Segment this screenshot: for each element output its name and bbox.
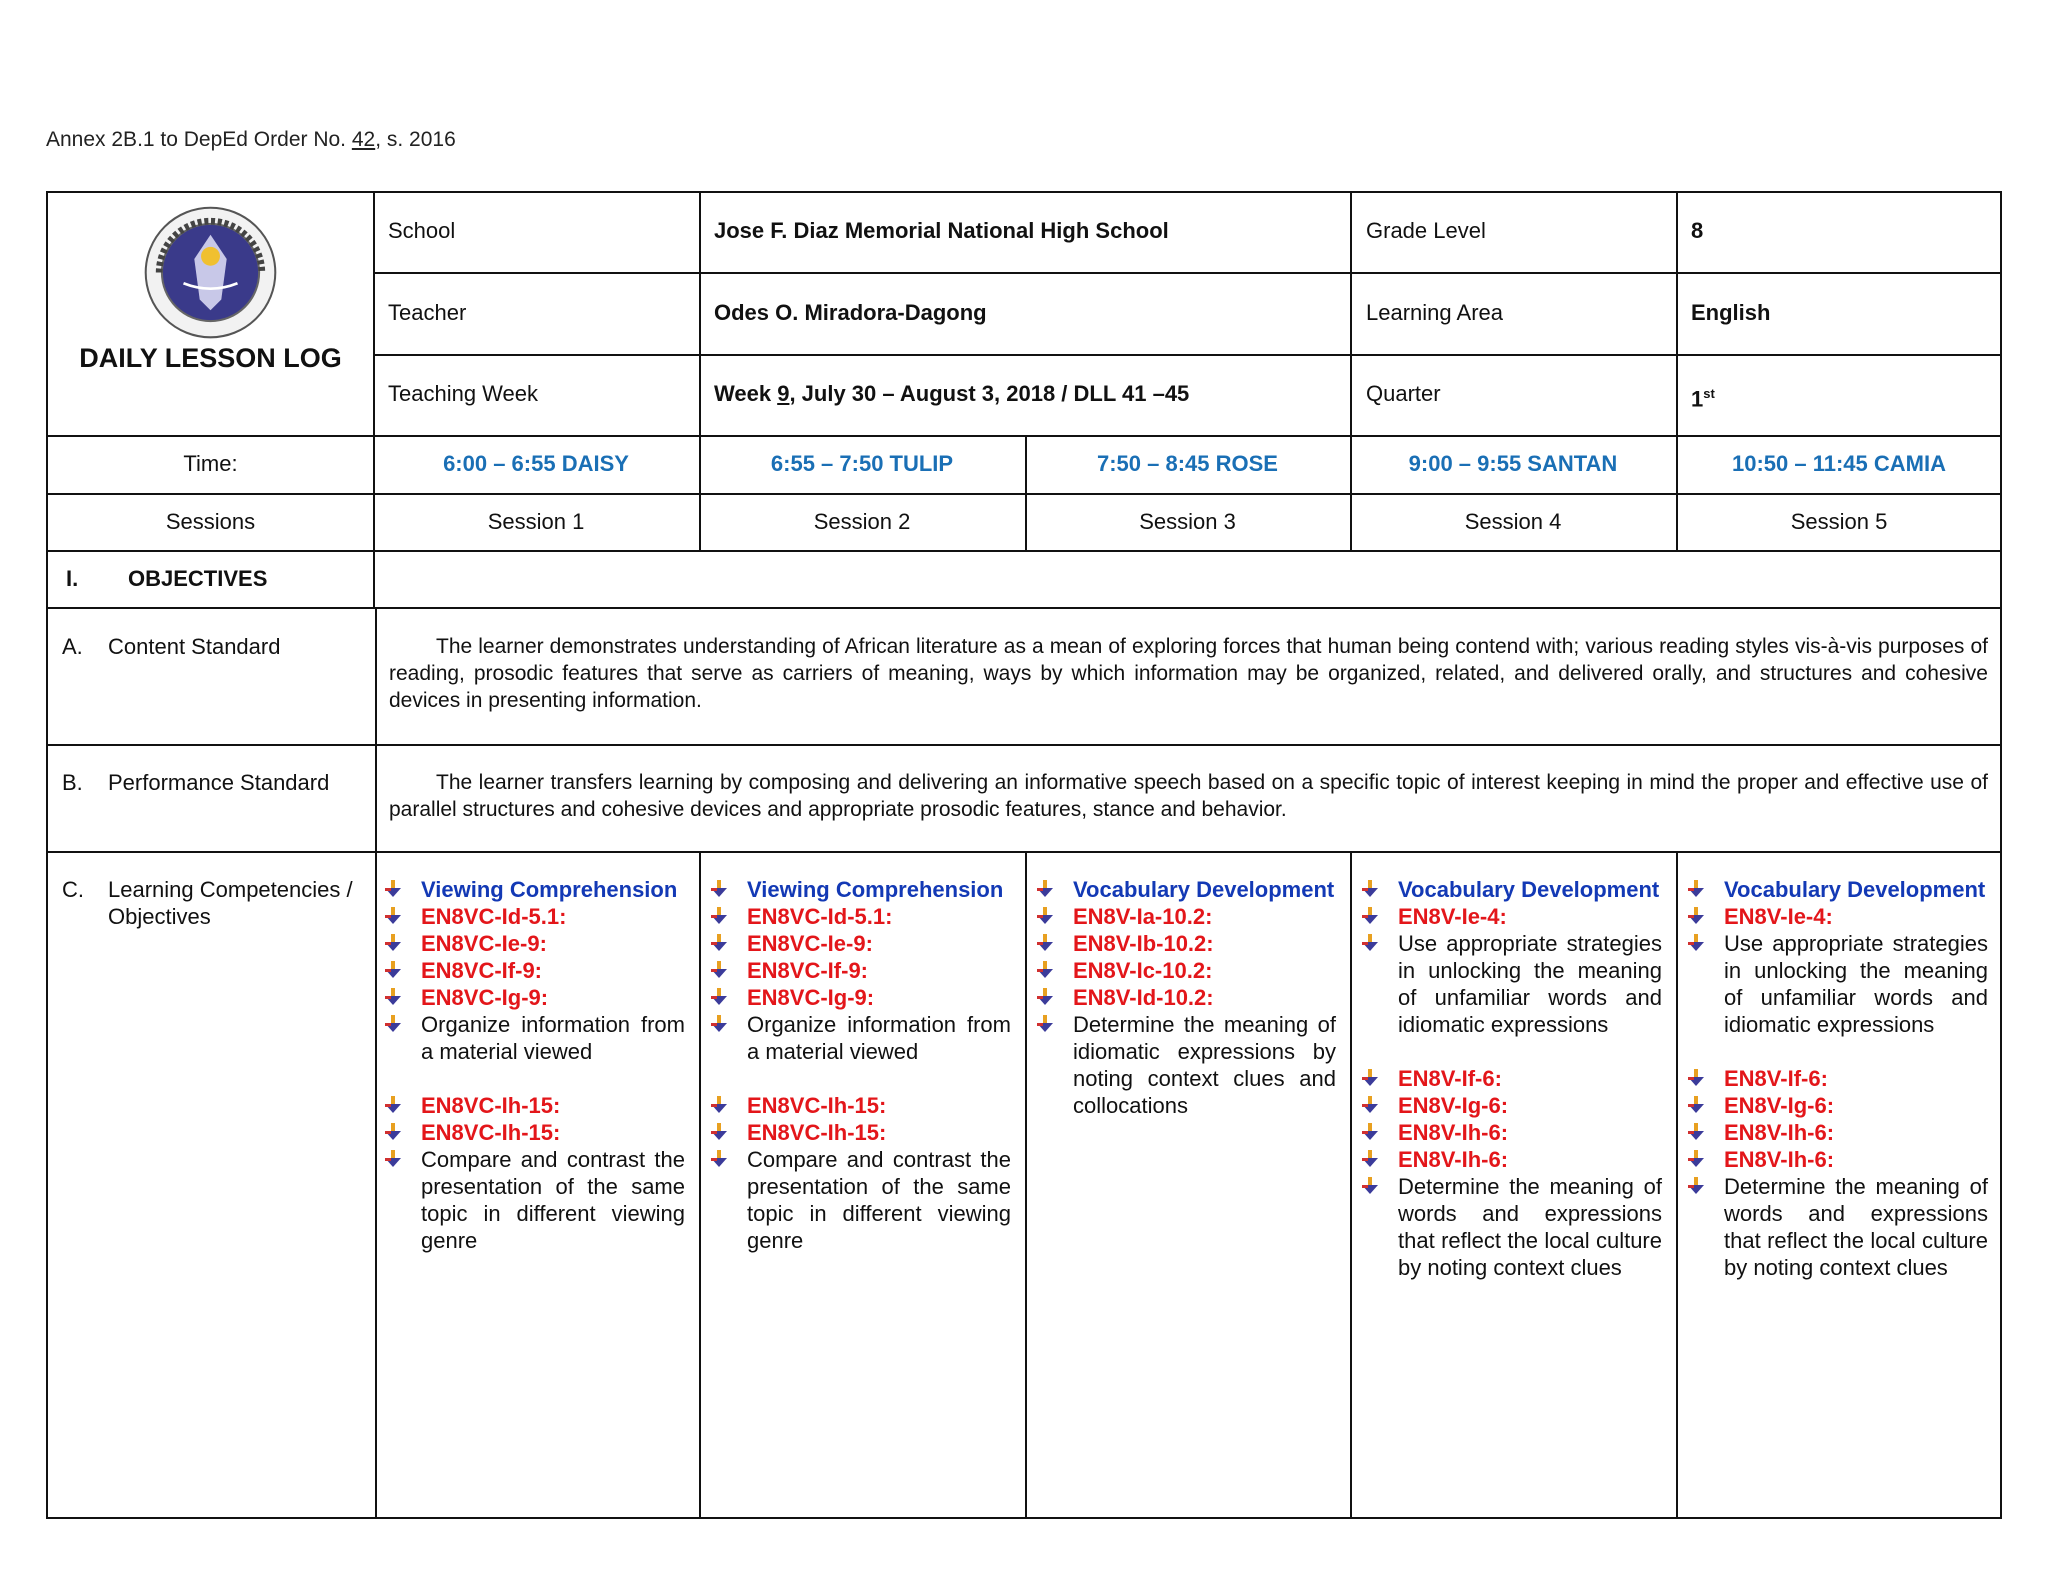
competency-code <box>701 957 1011 984</box>
competency-list <box>375 876 685 1254</box>
competency-column-1 <box>375 876 685 1254</box>
competency-code-text: EN8V-Ia-10.2: <box>1073 904 1213 929</box>
competency-code <box>375 957 685 984</box>
arrow-bullet-icon <box>1037 880 1053 898</box>
deped-seal-logo <box>143 205 278 340</box>
competency-description <box>701 1146 1011 1254</box>
competency-description-text: Determine the meaning of idiomatic expressions by noting context clues and collocations <box>1073 1012 1336 1118</box>
performance-standard-letter: B. <box>62 770 83 795</box>
competency-column-5 <box>1678 876 1988 1281</box>
arrow-bullet-icon <box>1688 1150 1704 1168</box>
competency-code-text: EN8V-Ib-10.2: <box>1073 931 1214 956</box>
arrow-bullet-icon <box>385 1096 401 1114</box>
arrow-bullet-icon <box>385 1150 401 1168</box>
competency-code-text: EN8VC-Ie-9: <box>747 931 873 956</box>
week-value <box>714 380 1189 407</box>
competency-code-text: EN8V-Ie-4: <box>1724 904 1833 929</box>
competency-description-text: Use appropriate strategies in unlocking the meaning of unfamiliar words and idiomatic expressions <box>1724 931 1988 1037</box>
competency-code <box>701 984 1011 1011</box>
competency-code-text: EN8VC-Ig-9: <box>747 985 875 1010</box>
competency-description <box>701 1011 1011 1065</box>
competency-code <box>375 903 685 930</box>
competency-heading-text: Vocabulary Development <box>1398 877 1660 902</box>
competency-code-text: EN8VC-Ih-15: <box>747 1120 887 1145</box>
competency-code-text: EN8V-Ig-6: <box>1398 1093 1509 1118</box>
arrow-bullet-icon <box>711 961 727 979</box>
arrow-bullet-icon <box>711 934 727 952</box>
competency-code <box>1027 903 1336 930</box>
competency-description <box>375 1011 685 1065</box>
arrow-bullet-icon <box>385 988 401 1006</box>
competency-heading <box>375 876 685 903</box>
competency-description-text: Use appropriate strategies in unlocking the meaning of unfamiliar words and idiomatic expressions <box>1398 931 1662 1037</box>
content-standard-letter: A. <box>62 634 83 659</box>
competency-code <box>701 903 1011 930</box>
competency-code-text: EN8V-Ig-6: <box>1724 1093 1835 1118</box>
arrow-bullet-icon <box>1362 1150 1378 1168</box>
competency-description-text: Determine the meaning of words and expressions that reflect the local culture by noting context clues <box>1398 1174 1662 1280</box>
competency-code <box>701 1119 1011 1146</box>
competency-description-text: Compare and contrast the presentation of the same topic in different viewing genre <box>747 1147 1011 1253</box>
arrow-bullet-icon <box>711 880 727 898</box>
session-1: Session 1 <box>487 509 585 534</box>
competency-code <box>1352 1146 1662 1173</box>
arrow-bullet-icon <box>385 907 401 925</box>
competency-code <box>375 930 685 957</box>
session-5: Session 5 <box>1790 509 1888 534</box>
competency-code-text: EN8VC-Id-5.1: <box>421 904 567 929</box>
competency-code <box>1027 984 1336 1011</box>
grade-label: Grade Level <box>1366 218 1486 243</box>
performance-standard-label: Performance Standard <box>108 770 330 795</box>
school-label: School <box>388 218 456 243</box>
competency-heading-text: Vocabulary Development <box>1073 877 1335 902</box>
competency-code <box>1678 1119 1988 1146</box>
competency-heading <box>1352 876 1662 903</box>
competency-column-3 <box>1027 876 1336 1119</box>
competency-label: Learning Competencies / Objectives <box>108 877 353 929</box>
competency-heading-text: Viewing Comprehension <box>747 877 1004 902</box>
arrow-bullet-icon <box>711 1123 727 1141</box>
competency-code <box>1678 1092 1988 1119</box>
arrow-bullet-icon <box>1688 934 1704 952</box>
teacher-value: Odes O. Miradora-Dagong <box>714 300 987 325</box>
competency-code-text: EN8V-If-6: <box>1724 1066 1828 1091</box>
competency-description <box>1352 930 1662 1038</box>
annex-suffix: , s. 2016 <box>375 128 456 151</box>
arrow-bullet-icon <box>1037 988 1053 1006</box>
quarter-label: Quarter <box>1366 381 1441 406</box>
arrow-bullet-icon <box>1688 1123 1704 1141</box>
time-label: Time: <box>183 451 238 476</box>
grade-value: 8 <box>1691 218 1704 243</box>
arrow-bullet-icon <box>1688 1096 1704 1114</box>
competency-heading <box>1678 876 1988 903</box>
teacher-label: Teacher <box>388 300 467 325</box>
arrow-bullet-icon <box>711 907 727 925</box>
competency-list <box>701 876 1011 1254</box>
performance-standard-text: The learner transfers learning by composing and delivering an informative speech based on a specific topic of interest keeping in mind the proper and effective use of parallel structures and cohesive devices and appropriate prosodic features, stance and behavior. <box>389 771 1988 821</box>
arrow-bullet-icon <box>1688 1069 1704 1087</box>
page-title: DAILY LESSON LOG <box>79 343 342 373</box>
competency-code-text: EN8VC-Id-5.1: <box>747 904 893 929</box>
competency-description <box>1027 1011 1336 1119</box>
competency-description-text: Organize information from a material viewed <box>747 1012 1011 1064</box>
competency-code-text: EN8VC-If-9: <box>421 958 543 983</box>
week-label: Teaching Week <box>388 381 539 406</box>
competency-description <box>375 1146 685 1254</box>
competency-column-2 <box>701 876 1011 1254</box>
time-slot-1: 6:00 – 6:55 DAISY <box>443 451 629 476</box>
competency-description <box>1678 1173 1988 1281</box>
competency-code-text: EN8V-Ih-6: <box>1724 1147 1835 1172</box>
area-value: English <box>1691 300 1771 325</box>
competency-heading <box>1027 876 1336 903</box>
content-standard-label: Content Standard <box>108 634 281 659</box>
arrow-bullet-icon <box>385 961 401 979</box>
arrow-bullet-icon <box>1362 934 1378 952</box>
competency-description <box>1352 1173 1662 1281</box>
competency-code-text: EN8V-Ie-4: <box>1398 904 1507 929</box>
daily-lesson-log-table <box>46 191 2002 1519</box>
area-label: Learning Area <box>1366 300 1503 325</box>
competency-description-text: Organize information from a material viewed <box>421 1012 685 1064</box>
arrow-bullet-icon <box>385 934 401 952</box>
competency-code-text: EN8V-If-6: <box>1398 1066 1502 1091</box>
competency-code-text: EN8VC-Ih-15: <box>747 1093 887 1118</box>
school-value: Jose F. Diaz Memorial National High School <box>714 218 1169 243</box>
sessions-label: Sessions <box>165 509 256 534</box>
competency-code <box>1678 1146 1988 1173</box>
arrow-bullet-icon <box>1688 907 1704 925</box>
competency-code-text: EN8VC-Ie-9: <box>421 931 547 956</box>
competency-code <box>701 930 1011 957</box>
competency-code <box>1678 903 1988 930</box>
competency-description <box>1678 930 1988 1038</box>
arrow-bullet-icon <box>1037 907 1053 925</box>
arrow-bullet-icon <box>1362 907 1378 925</box>
competency-code-text: EN8VC-Ih-15: <box>421 1093 561 1118</box>
time-slot-4: 9:00 – 9:55 SANTAN <box>1408 451 1618 476</box>
arrow-bullet-icon <box>385 1015 401 1033</box>
competency-letter: C. <box>62 877 84 902</box>
competency-code-text: EN8V-Ic-10.2: <box>1073 958 1213 983</box>
week-prefix: Week <box>714 381 778 406</box>
arrow-bullet-icon <box>1362 1069 1378 1087</box>
arrow-bullet-icon <box>711 988 727 1006</box>
competency-list <box>1678 876 1988 1281</box>
competency-heading-text: Viewing Comprehension <box>421 877 678 902</box>
arrow-bullet-icon <box>711 1096 727 1114</box>
session-4: Session 4 <box>1464 509 1562 534</box>
session-2: Session 2 <box>813 509 911 534</box>
competency-description-text: Compare and contrast the presentation of the same topic in different viewing genre <box>421 1147 685 1253</box>
competency-code-text: EN8V-Ih-6: <box>1398 1120 1509 1145</box>
competency-code <box>1678 1065 1988 1092</box>
arrow-bullet-icon <box>1688 1177 1704 1195</box>
week-rest: , July 30 – August 3, 2018 / DLL 41 –45 <box>789 381 1190 406</box>
arrow-bullet-icon <box>1362 1096 1378 1114</box>
quarter-number: 1 <box>1691 386 1704 412</box>
competency-code-text: EN8V-Ih-6: <box>1398 1147 1509 1172</box>
competency-code <box>1352 1119 1662 1146</box>
competency-code-text: EN8VC-Ih-15: <box>421 1120 561 1145</box>
arrow-bullet-icon <box>711 1015 727 1033</box>
competency-heading-text: Vocabulary Development <box>1724 877 1986 902</box>
arrow-bullet-icon <box>1037 1015 1053 1033</box>
arrow-bullet-icon <box>385 1123 401 1141</box>
competency-code-text: EN8V-Ih-6: <box>1724 1120 1835 1145</box>
competency-heading <box>701 876 1011 903</box>
arrow-bullet-icon <box>1362 1123 1378 1141</box>
arrow-bullet-icon <box>1037 961 1053 979</box>
objectives-heading: OBJECTIVES <box>128 566 268 591</box>
competency-column-4 <box>1352 876 1662 1281</box>
annex-prefix: Annex 2B.1 to DepEd Order No. <box>46 128 352 151</box>
content-standard-text: The learner demonstrates understanding of African literature as a mean of exploring forces that human being contend with; various reading styles vis-à-vis purposes of reading, prosodic features that serve as carriers of meaning, ways by which information may be organized, related, and delivered orally, and structures and cohesive devices in presenting information. <box>389 635 1988 712</box>
annex-reference <box>46 128 456 152</box>
competency-code <box>375 1119 685 1146</box>
arrow-bullet-icon <box>1037 934 1053 952</box>
competency-code-text: EN8VC-If-9: <box>747 958 869 983</box>
arrow-bullet-icon <box>711 1150 727 1168</box>
competency-list <box>1027 876 1336 1119</box>
arrow-bullet-icon <box>385 880 401 898</box>
competency-code <box>1352 1092 1662 1119</box>
competency-code <box>1027 957 1336 984</box>
arrow-bullet-icon <box>1688 880 1704 898</box>
competency-code-text: EN8VC-Ig-9: <box>421 985 549 1010</box>
quarter-suffix: st <box>1703 386 1715 401</box>
competency-description-text: Determine the meaning of words and expressions that reflect the local culture by noting context clues <box>1724 1174 1988 1280</box>
competency-code <box>701 1092 1011 1119</box>
competency-code <box>375 984 685 1011</box>
objectives-number: I. <box>66 566 79 591</box>
quarter-value <box>1691 380 1715 412</box>
time-slot-2: 6:55 – 7:50 TULIP <box>770 451 954 476</box>
competency-code <box>1027 930 1336 957</box>
competency-code <box>1352 1065 1662 1092</box>
annex-number: 42 <box>351 128 376 151</box>
session-3: Session 3 <box>1139 509 1236 534</box>
arrow-bullet-icon <box>1362 880 1378 898</box>
arrow-bullet-icon <box>1362 1177 1378 1195</box>
time-slot-5: 10:50 – 11:45 CAMIA <box>1732 451 1946 476</box>
week-number: 9 <box>777 381 790 406</box>
competency-list <box>1352 876 1662 1281</box>
competency-code-text: EN8V-Id-10.2: <box>1073 985 1214 1010</box>
competency-code <box>1352 903 1662 930</box>
time-slot-3: 7:50 – 8:45 ROSE <box>1097 451 1278 476</box>
competency-code <box>375 1092 685 1119</box>
